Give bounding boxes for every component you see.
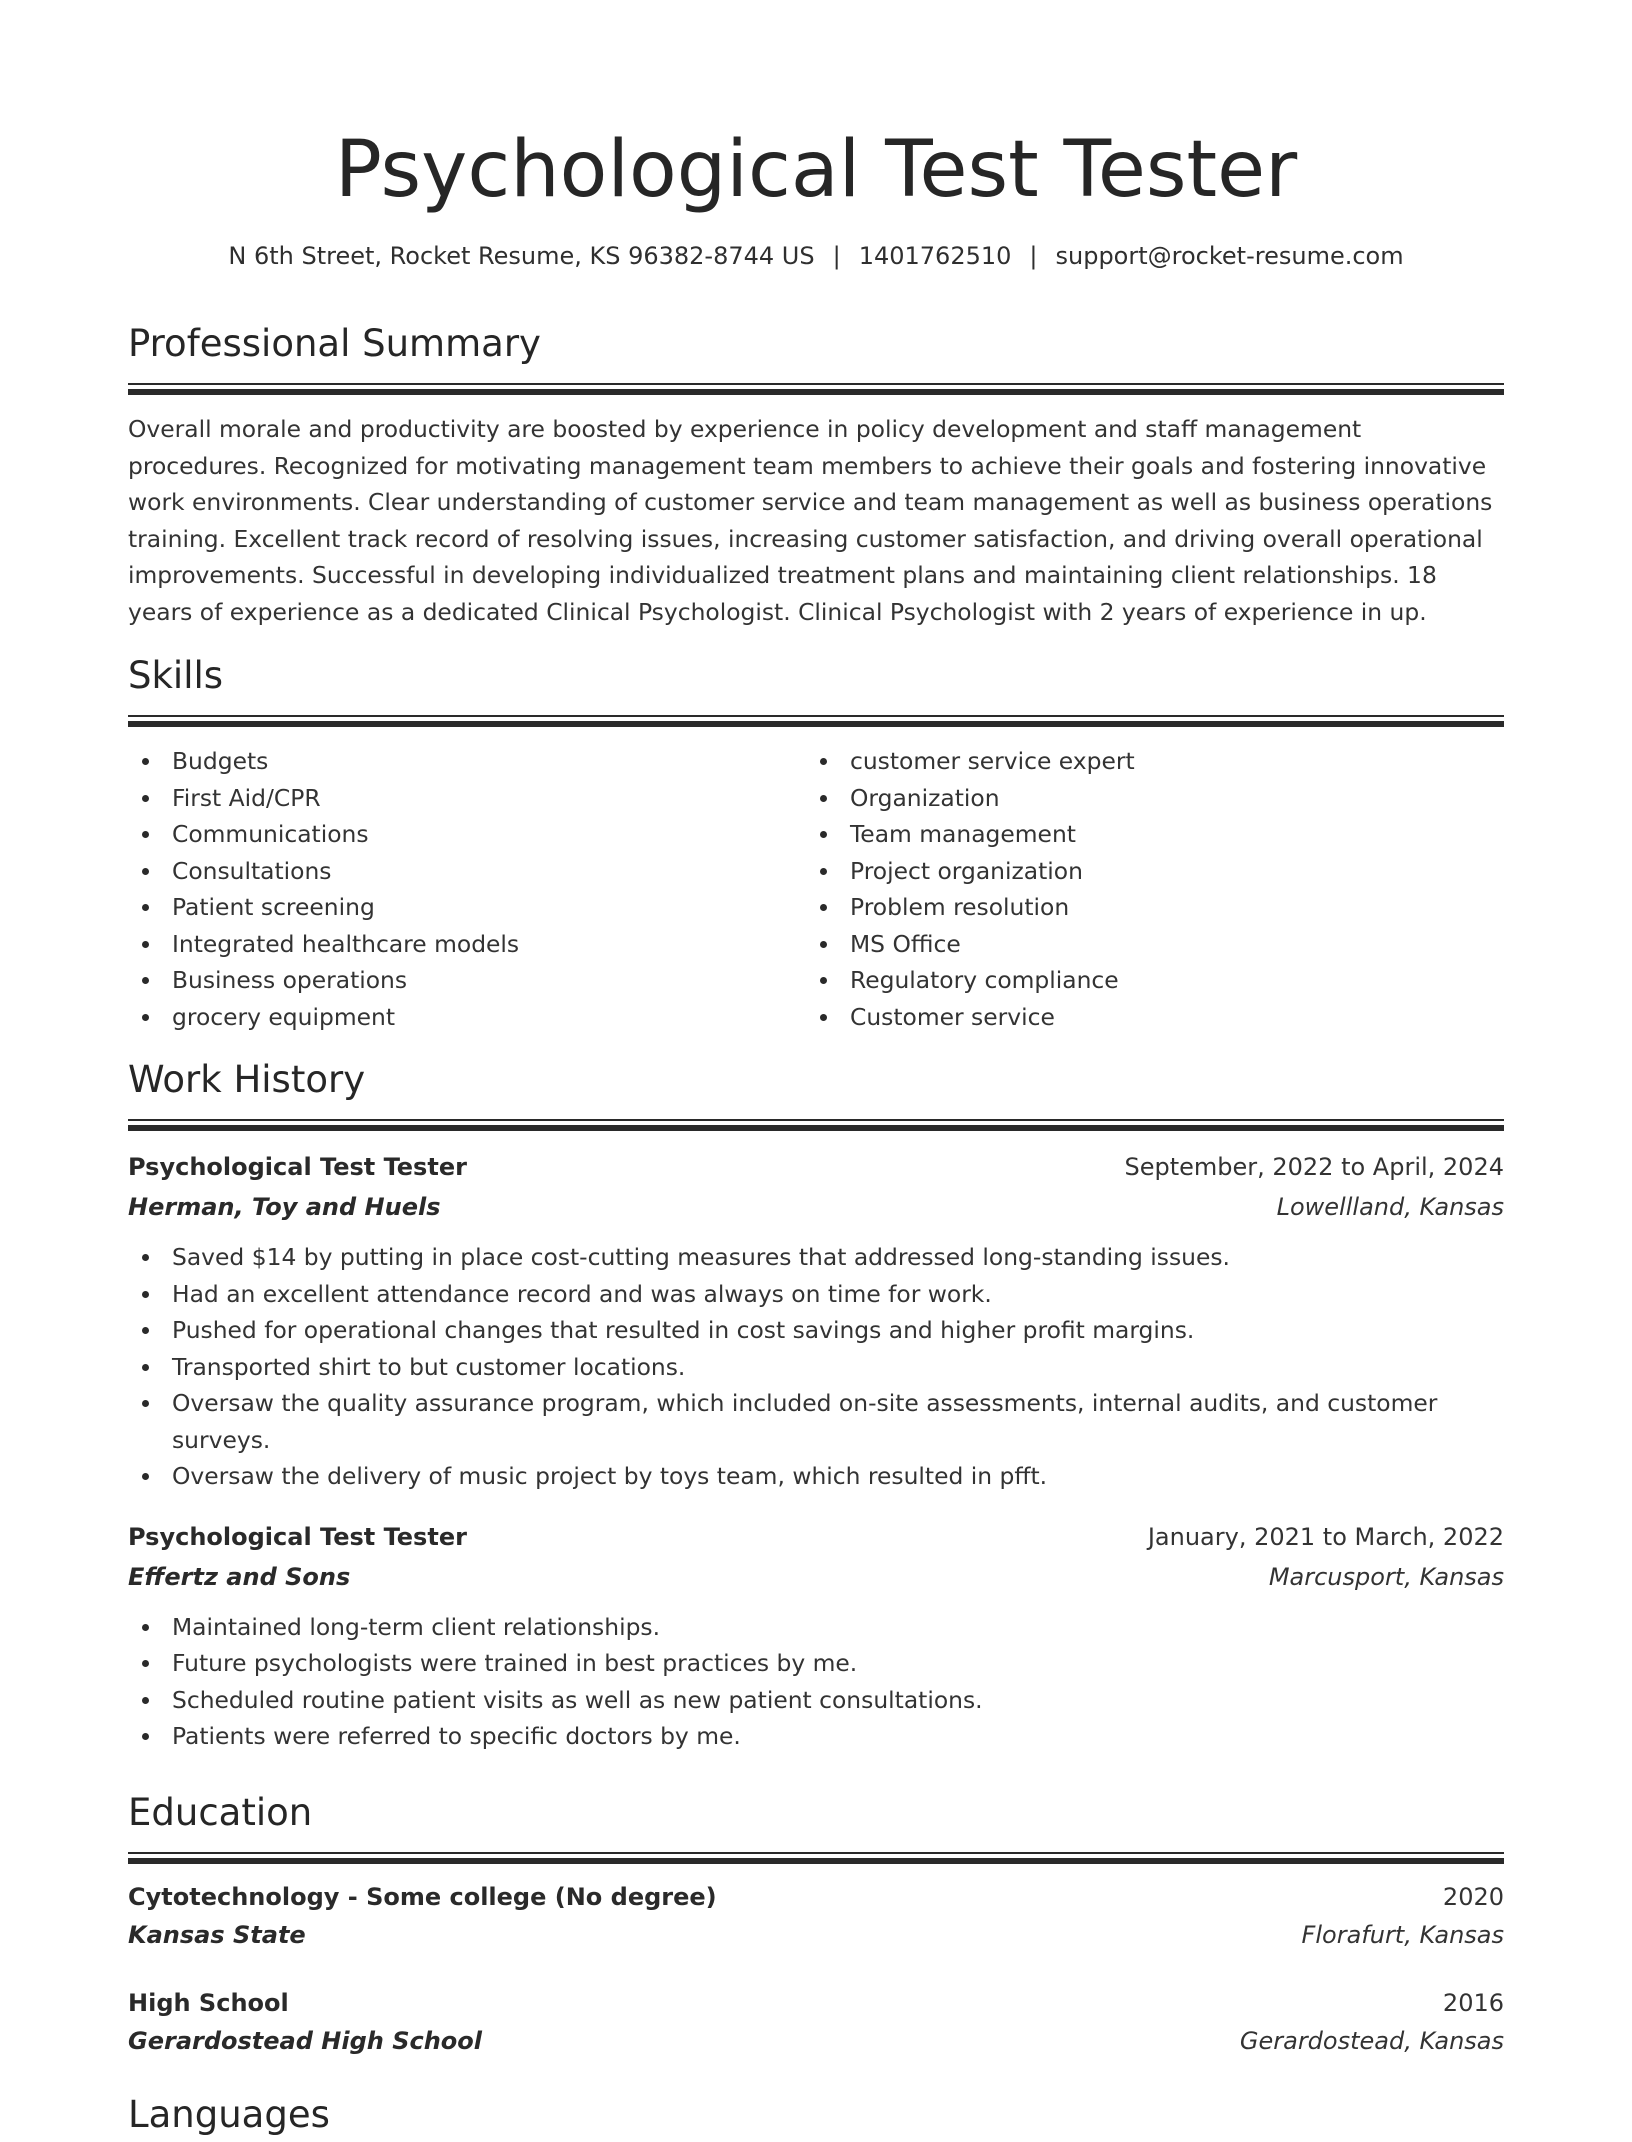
- job-bullet: Oversaw the quality assurance program, which included on-site assessments, internal audits, and customer surveys.: [128, 1385, 1504, 1458]
- education-subheader: [128, 2022, 1504, 2060]
- section-title-summary: Professional Summary: [128, 322, 541, 365]
- section-divider: [128, 389, 1504, 395]
- job-dates: September, 2022 to April, 2024: [1124, 1153, 1504, 1181]
- section-divider: [128, 1125, 1504, 1131]
- summary-text: Overall morale and productivity are boosted by experience in policy development and staff management procedures. Recognized for motivating management team members to achieve their goals and fostering innovative work environments. Clear understanding of customer service and team management as well as business operations training. Excellent track record of resolving issues, increasing customer satisfaction, and driving overall operational improvements. Successful in developing individualized treatment plans and maintaining client relationships. 18 years of experience as a dedicated Clinical Psychologist. Clinical Psychologist with 2 years of experience in up.: [128, 415, 1493, 626]
- job-entry: [128, 1147, 1504, 1495]
- education-year: 2016: [1442, 1989, 1504, 2017]
- job-bullet: Scheduled routine patient visits as well as new patient consultations.: [128, 1682, 1504, 1719]
- education-header: [128, 1878, 1504, 1916]
- candidate-name: Psychological Test Tester: [334, 125, 1298, 215]
- job-bullet: Maintained long-term client relationships.: [128, 1609, 1504, 1646]
- job-location: Lowellland, Kansas: [1276, 1193, 1504, 1221]
- job-company: Effertz and Sons: [128, 1562, 351, 1591]
- section-divider: [128, 1858, 1504, 1864]
- education-location: Gerardostead, Kansas: [1239, 2027, 1504, 2055]
- languages-section: [128, 2088, 1504, 2142]
- job-bullet: Saved $14 by putting in place cost-cutting measures that addressed long-standing issues.: [128, 1239, 1504, 1276]
- skill-item: Project organization: [806, 853, 1484, 890]
- education-year: 2020: [1442, 1883, 1504, 1911]
- skill-item: Integrated healthcare models: [128, 926, 806, 963]
- section-divider: [128, 715, 1504, 717]
- work-history-section: [128, 1053, 1504, 1755]
- education-header: [128, 1984, 1504, 2022]
- skill-item: MS Office: [806, 926, 1484, 963]
- skills-column-left: [128, 743, 806, 1035]
- skill-item: Problem resolution: [806, 889, 1484, 926]
- contact-email[interactable]: support@rocket-resume.com: [1055, 242, 1404, 270]
- job-company: Herman, Toy and Huels: [128, 1193, 441, 1221]
- job-header: [128, 1147, 1504, 1187]
- section-title-languages: Languages: [128, 2093, 330, 2136]
- skill-item: grocery equipment: [128, 999, 806, 1036]
- job-title: Psychological Test Tester: [128, 1522, 467, 1551]
- job-location: Marcusport, Kansas: [1268, 1562, 1504, 1591]
- job-bullet: Had an excellent attendance record and was always on time for work.: [128, 1276, 1504, 1313]
- contact-address: N 6th Street, Rocket Resume, KS 96382-8744 US: [228, 242, 815, 270]
- section-title-skills: Skills: [128, 654, 224, 697]
- section-divider: [128, 1119, 1504, 1121]
- education-school: Kansas State: [128, 1921, 306, 1949]
- job-bullet: Patients were referred to specific doctors by me.: [128, 1718, 1504, 1755]
- skill-item: Regulatory compliance: [806, 962, 1484, 999]
- skills-section: [128, 649, 1504, 1035]
- section-divider: [128, 1852, 1504, 1854]
- section-title-work-history: Work History: [128, 1058, 366, 1101]
- contact-line: [128, 236, 1504, 276]
- skill-item: customer service expert: [806, 743, 1484, 780]
- job-subheader: [128, 1557, 1504, 1597]
- skill-item: Consultations: [128, 853, 806, 890]
- skill-item: Budgets: [128, 743, 806, 780]
- job-bullets: [128, 1239, 1504, 1495]
- contact-separator: |: [832, 242, 841, 270]
- job-bullet: Pushed for operational changes that resulted in cost savings and higher profit margins.: [128, 1312, 1504, 1349]
- education-degree: High School: [128, 1989, 289, 2017]
- skill-item: Business operations: [128, 962, 806, 999]
- skill-item: Communications: [128, 816, 806, 853]
- section-divider: [128, 383, 1504, 385]
- job-bullets: [128, 1609, 1504, 1755]
- education-entry: [128, 1878, 1504, 1954]
- skill-item: Patient screening: [128, 889, 806, 926]
- job-bullet: Transported shirt to but customer locations.: [128, 1349, 1504, 1386]
- section-title-education: Education: [128, 1791, 313, 1834]
- job-dates: January, 2021 to March, 2022: [1147, 1522, 1504, 1551]
- skill-item: Customer service: [806, 999, 1484, 1036]
- education-school: Gerardostead High School: [128, 2027, 483, 2055]
- skill-item: Team management: [806, 816, 1484, 853]
- job-title: Psychological Test Tester: [128, 1153, 467, 1181]
- education-entry: [128, 1984, 1504, 2060]
- education-section: [128, 1786, 1504, 2060]
- job-bullet: Future psychologists were trained in best practices by me.: [128, 1645, 1504, 1682]
- job-entry: [128, 1517, 1504, 1755]
- education-location: Florafurt, Kansas: [1301, 1921, 1504, 1949]
- summary-section: [128, 317, 1504, 630]
- contact-phone: 1401762510: [858, 242, 1012, 270]
- section-divider: [128, 721, 1504, 727]
- job-subheader: [128, 1187, 1504, 1227]
- contact-separator: |: [1029, 242, 1038, 270]
- skill-item: First Aid/CPR: [128, 780, 806, 817]
- education-degree: Cytotechnology - Some college (No degree): [128, 1883, 717, 1911]
- skills-list: [128, 743, 1504, 1035]
- job-header: [128, 1517, 1504, 1557]
- skill-item: Organization: [806, 780, 1484, 817]
- job-bullet: Oversaw the delivery of music project by toys team, which resulted in pfft.: [128, 1458, 1504, 1495]
- education-subheader: [128, 1916, 1504, 1954]
- skills-column-right: [806, 743, 1484, 1035]
